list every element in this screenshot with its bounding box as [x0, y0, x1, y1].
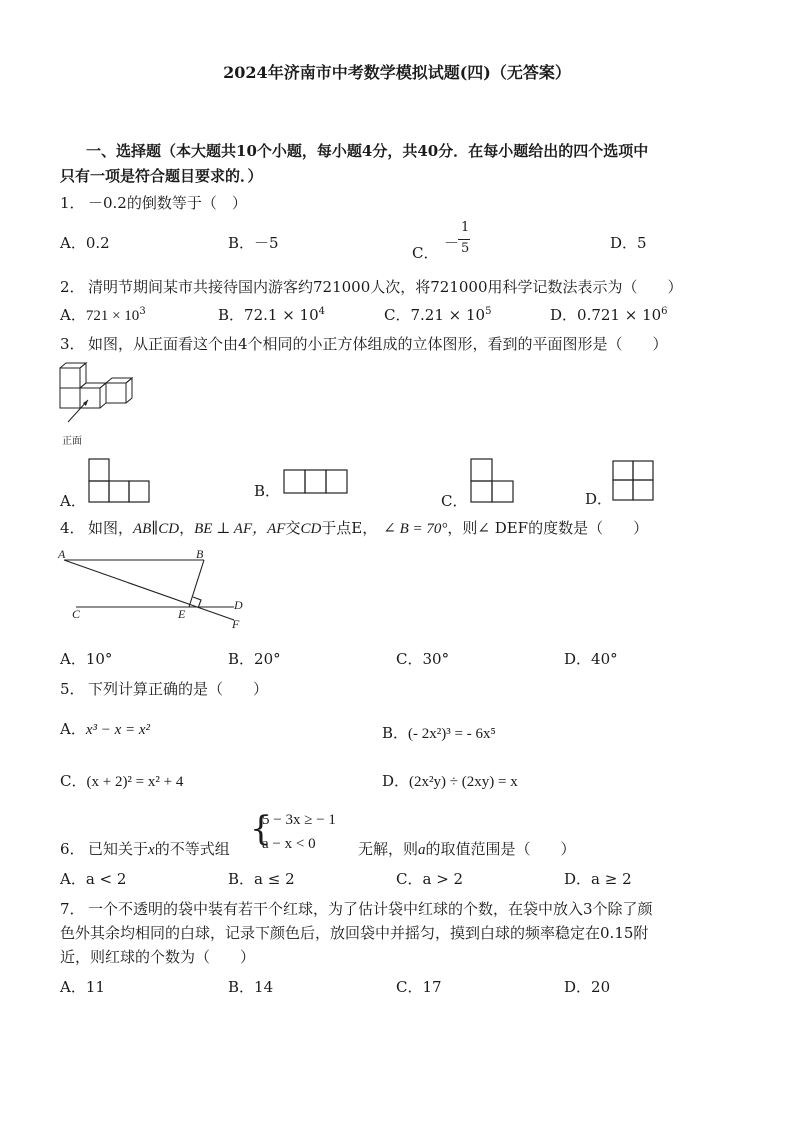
q1-option-d: D．5	[610, 234, 647, 252]
section-heading-line1: 一、选择题（本大题共10个小题，每小题4分，共40分．在每小题给出的四个选项中	[86, 142, 649, 160]
q5-option-c: C．(x + 2)² = x² + 4	[60, 772, 184, 790]
q3-option-c-figure	[470, 458, 516, 504]
q4-option-c: C．30°	[396, 650, 450, 668]
q1-stem: －0.2的倒数等于（ ）	[88, 194, 247, 212]
q1-fraction-bar	[458, 239, 470, 240]
q6-option-a: A．a < 2	[60, 870, 127, 888]
q4-option-a: A．10°	[60, 650, 113, 668]
q1-option-b: B．－5	[228, 234, 279, 252]
label-e: E	[178, 607, 186, 621]
q6-number: 6．	[60, 840, 85, 858]
q7-option-b: B．14	[228, 978, 274, 996]
q4-geometry-figure	[56, 546, 256, 630]
q3-option-b-label: B．	[254, 482, 281, 500]
q6-option-b: B．a ≤ 2	[228, 870, 295, 888]
q1-option-c-sign: －	[444, 234, 460, 252]
q6-inequality-2: a − x < 0	[262, 836, 316, 852]
q7-line2: 色外其余均相同的白球，记录下颜色后，放回袋中并摇匀，摸到白球的频率稳定在0.15附	[60, 924, 649, 942]
q6-brace: {	[250, 809, 272, 849]
q7-number: 7．	[60, 900, 85, 918]
line-af	[64, 560, 234, 620]
label-a: A	[58, 547, 66, 561]
q6-option-d: D．a ≥ 2	[564, 870, 632, 888]
q3-option-c-label: C．	[441, 492, 468, 510]
q2-option-c: C．$7.21 \times 10^5$	[384, 306, 492, 324]
q2-option-d: D．$0.721 \times 10^6$	[550, 306, 668, 324]
q2-option-a: A．$721 \times 10^3$	[60, 306, 146, 324]
q6-stem-post: 无解，则a的取值范围是（ ）	[358, 840, 576, 858]
label-d: D	[234, 598, 243, 612]
q6-inequality-1: 5 − 3x ≥ − 1	[262, 812, 336, 828]
q7-line3: 近，则红球的个数为（ ）	[60, 948, 256, 966]
q4-option-b: B．20°	[228, 650, 281, 668]
q3-front-label: 正面	[62, 436, 82, 447]
label-b: B	[196, 547, 204, 561]
q7-line1: 一个不透明的袋中装有若干个红球，为了估计袋中红球的个数，在袋中放入3个除了颜	[88, 900, 653, 918]
q2-option-b: B．$72.1 \times 10^4$	[218, 306, 325, 324]
q5-stem: 下列计算正确的是（ ）	[88, 680, 269, 698]
q4-stem: 如图，AB∥CD，BE ⊥ AF，AF交CD于点E， ∠ B = 70°，则∠ DEF的度数是（ ）	[88, 519, 649, 537]
q5-number: 5．	[60, 680, 85, 698]
q7-option-d: D．20	[564, 978, 611, 996]
q1-option-a: A．0.2	[60, 234, 110, 252]
q3-option-a-figure	[88, 458, 152, 504]
label-c: C	[72, 607, 81, 621]
q1-number: 1．	[60, 194, 85, 212]
label-f: F	[232, 617, 240, 630]
q1-option-c-label: C．	[412, 244, 439, 262]
q4-option-d: D．40°	[564, 650, 618, 668]
q3-option-b-figure	[282, 468, 350, 496]
q6-stem-pre: 已知关于x的不等式组	[88, 840, 230, 858]
q5-option-a: A．x³ − x = x²	[60, 720, 151, 738]
q3-option-d-figure	[612, 460, 656, 502]
q3-option-d-label: D．	[585, 490, 613, 508]
q4-number: 4．	[60, 519, 85, 537]
q5-option-d: D．(2x²y) ÷ (2xy) = x	[382, 772, 518, 790]
q5-option-b: B．(- 2x²)³ = - 6x⁵	[382, 724, 496, 742]
q3-option-a-label: A．	[60, 492, 86, 510]
q2-stem: 清明节期间某市共接待国内游客约721000人次，将721000用科学记数法表示为（ ）	[88, 278, 683, 296]
q3-number: 3．	[60, 335, 85, 353]
page-title: 2024年济南市中考数学模拟试题(四)（无答案）	[223, 63, 571, 82]
q1-option-c-denominator: 5	[461, 241, 470, 256]
line-be	[189, 560, 204, 607]
q1-option-c-numerator: 1	[461, 220, 470, 235]
q7-option-a: A．11	[60, 978, 105, 996]
q2-number: 2．	[60, 278, 85, 296]
section-heading-line2: 只有一项是符合题目要求的．）	[60, 167, 263, 185]
q7-option-c: C．17	[396, 978, 442, 996]
q3-stem: 如图，从正面看这个由4个相同的小正方体组成的立体图形，看到的平面图形是（ ）	[88, 335, 668, 353]
q6-option-c: C．a > 2	[396, 870, 464, 888]
